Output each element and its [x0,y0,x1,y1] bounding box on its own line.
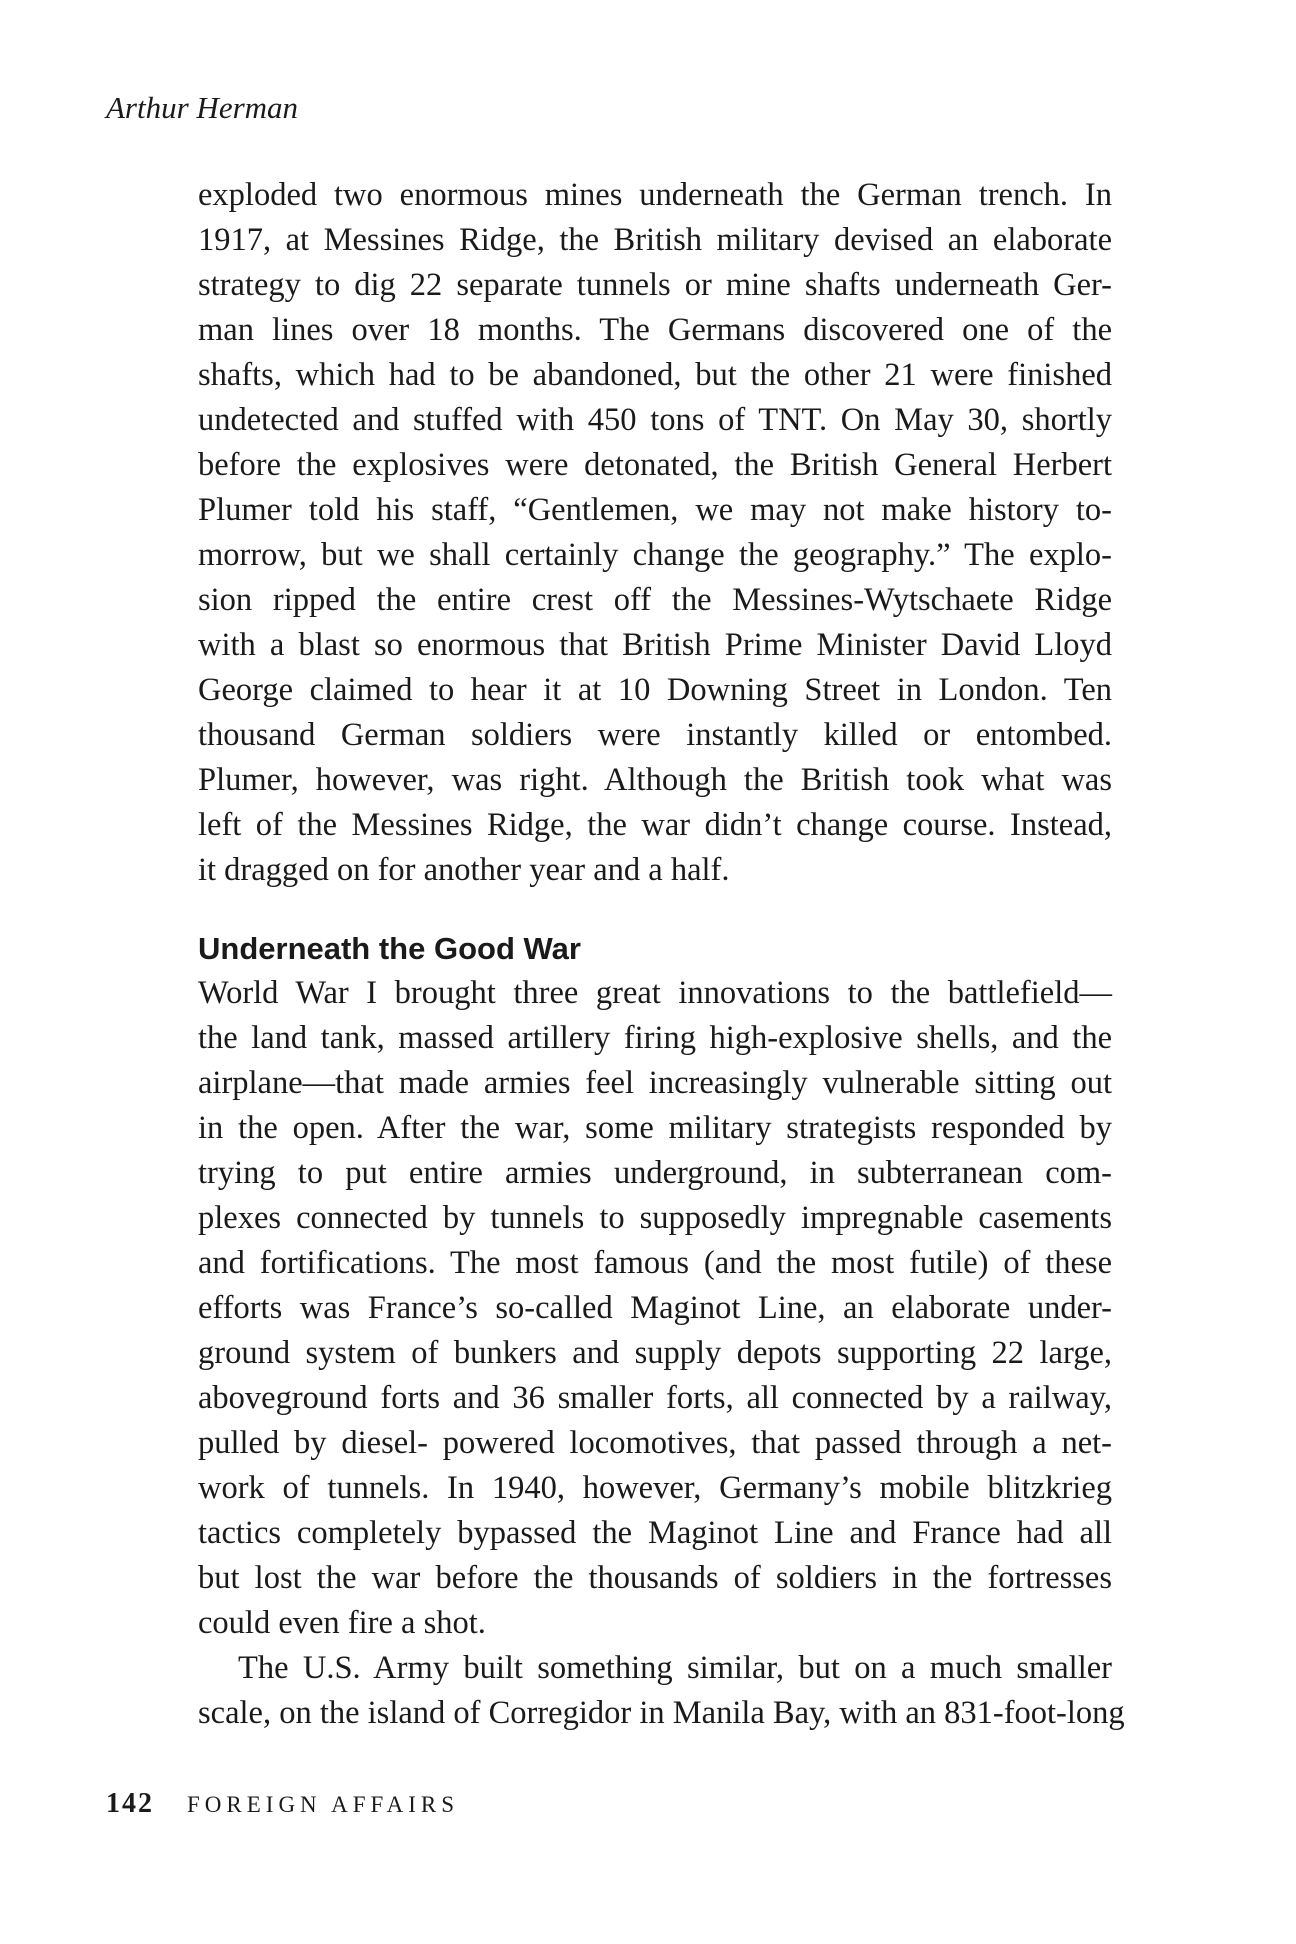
page-number: 142 [106,1788,154,1819]
text-line: George claimed to hear it at 10 Downing Street in London. Ten [198,672,1112,708]
text-line: aboveground forts and 36 smaller forts, all connected by a railway, [198,1380,1112,1416]
text-line: thousand German soldiers were instantly killed or entombed. [198,717,1112,753]
text-line: morrow, but we shall certainly change the geography.” The explo- [198,537,1112,573]
text-line: but lost the war before the thousands of soldiers in the fortresses [198,1560,1112,1596]
text-line: and fortifications. The most famous (and the most futile) of these [198,1245,1112,1281]
text-line: The U.S. Army built something similar, but on a much smaller [238,1650,1112,1686]
text-line: scale, on the island of Corregidor in Manila Bay, with an 831-foot-long [198,1695,1125,1731]
text-line: tactics completely bypassed the Maginot Line and France had all [198,1515,1112,1551]
text-line: strategy to dig 22 separate tunnels or mine shafts underneath Ger- [198,267,1112,303]
text-line: 1917, at Messines Ridge, the British military devised an elaborate [198,222,1112,258]
journal-name: FOREIGN AFFAIRS [187,1792,460,1817]
text-line: undetected and stuffed with 450 tons of TNT. On May 30, shortly [198,402,1112,438]
paragraph [198,1646,1125,1736]
text-line: shafts, which had to be abandoned, but the other 21 were finished [198,357,1112,393]
text-line: ground system of bunkers and supply depots supporting 22 large, [198,1335,1112,1371]
text-line: trying to put entire armies underground, in subterranean com- [198,1155,1112,1191]
text-line: airplane—that made armies feel increasingly vulnerable sitting out [198,1065,1112,1101]
text-line: in the open. After the war, some military strategists responded by [198,1110,1112,1146]
text-line: exploded two enormous mines underneath the German trench. In [198,177,1112,213]
text-line: it dragged on for another year and a half. [198,852,730,888]
section-heading: Underneath the Good War [198,931,581,966]
running-head: Arthur Herman [106,90,299,125]
article-body [198,173,1125,1736]
text-line: plexes connected by tunnels to supposedly impregnable casements [198,1200,1112,1236]
text-line: before the explosives were detonated, the British General Herbert [198,447,1112,483]
text-line: efforts was France’s so-called Maginot Line, an elaborate under- [198,1290,1112,1326]
text-line: sion ripped the entire crest off the Messines-Wytschaete Ridge [198,582,1112,618]
text-line: with a blast so enormous that British Prime Minister David Lloyd [198,627,1112,663]
text-line: Plumer, however, was right. Although the British took what was [198,762,1112,798]
text-line: Plumer told his staff, “Gentlemen, we may not make history to- [198,492,1112,528]
paragraph [198,971,1112,1646]
text-line: pulled by diesel- powered locomotives, that passed through a net- [198,1425,1112,1461]
folio [106,1786,459,1823]
text-line: man lines over 18 months. The Germans discovered one of the [198,312,1112,348]
section-gap [198,893,1112,923]
text-line: left of the Messines Ridge, the war didn’t change course. Instead, [198,807,1112,843]
text-line: the land tank, massed artillery firing high-explosive shells, and the [198,1020,1112,1056]
text-line: work of tunnels. In 1940, however, Germany’s mobile blitzkrieg [198,1470,1112,1506]
text-line: could even fire a shot. [198,1605,486,1641]
text-line: World War I brought three great innovations to the battlefield— [198,975,1112,1011]
paragraph [198,173,1112,893]
